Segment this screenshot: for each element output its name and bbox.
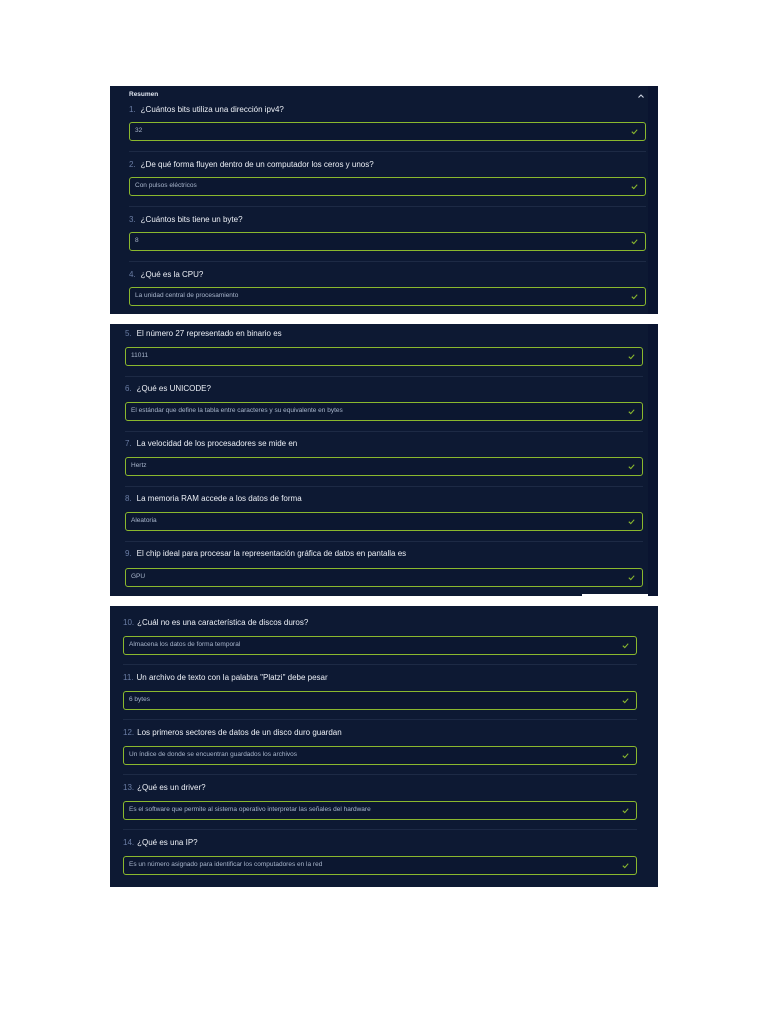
answer-field[interactable] [123,691,637,710]
summary-title: Resumen [129,91,159,98]
check-icon [630,237,639,246]
question-text: ¿Qué es una IP? [137,838,198,847]
answer-text: El estándar que define la tabla entre caracteres y su equivalente en bytes [131,407,343,414]
question-text: La memoria RAM accede a los datos de forma [136,494,302,503]
answer-field[interactable] [125,402,643,421]
check-icon [621,641,630,650]
answer-text: 32 [135,127,143,134]
divider [125,376,643,377]
divider [123,664,637,665]
question-text: ¿Qué es UNICODE? [136,384,211,393]
answer-field[interactable] [129,177,646,196]
answer-text: Un índice de donde se encuentran guardados los archivos [129,751,298,758]
answer-field[interactable] [123,856,637,875]
check-icon [621,806,630,815]
scroll-track [648,86,658,314]
question-text: ¿Cuál no es una característica de discos duros? [137,618,309,627]
answer-text: GPU [131,573,146,580]
check-icon [627,573,636,582]
check-icon [630,292,639,301]
answer-field[interactable] [125,512,643,531]
question-text: El número 27 representado en binario es [136,329,282,338]
answer-field[interactable] [125,568,643,587]
check-icon [621,751,630,760]
answer-field[interactable] [123,636,637,655]
answer-field[interactable] [129,232,646,251]
check-icon [621,696,630,705]
question-text: ¿Qué es la CPU? [140,270,204,279]
answer-field[interactable] [123,746,637,765]
question-number: 2. [129,160,136,169]
divider [125,541,643,542]
question-text: ¿Qué es un driver? [137,783,206,792]
question-text: ¿Cuántos bits tiene un byte? [140,215,243,224]
check-icon [627,517,636,526]
answer-field[interactable] [125,457,643,476]
question-number: 8. [125,494,132,503]
answer-text: 6 bytes [129,696,150,703]
check-icon [627,407,636,416]
question-number: 3. [129,215,136,224]
question-text: La velocidad de los procesadores se mide en [136,439,298,448]
divider [129,206,646,207]
answer-text: Hertz [131,462,147,469]
question-text: ¿De qué forma fluyen dentro de un computador los ceros y unos? [140,160,374,169]
answer-text: 11011 [131,352,149,359]
answer-text: Aleatoria [131,517,157,524]
check-icon [630,182,639,191]
answer-text: 8 [135,237,139,244]
question-text: El chip ideal para procesar la representación gráfica de datos en pantalla es [136,549,407,558]
question-number: 11. [123,673,134,682]
divider [125,431,643,432]
question-number: 14. [123,838,135,847]
quiz-summary-panel-1 [110,86,658,314]
divider [125,486,643,487]
question-number: 7. [125,439,132,448]
answer-field[interactable] [123,801,637,820]
check-icon [627,352,636,361]
answer-text: Con pulsos eléctricos [135,182,197,189]
divider [123,774,637,775]
question-number: 4. [129,270,136,279]
check-icon [621,861,630,870]
quiz-summary-panel-2 [110,324,658,596]
answer-field[interactable] [129,122,646,141]
check-icon [627,462,636,471]
answer-text: Es el software que permite al sistema operativo interpretar las señales del hardware [129,806,371,813]
question-number: 1. [129,105,136,114]
question-number: 13. [123,783,135,792]
question-number: 5. [125,329,132,338]
page-edge-divider [582,594,658,596]
question-text: Un archivo de texto con la palabra "Platzi" debe pesar [136,673,328,682]
question-number: 6. [125,384,132,393]
scroll-track [648,324,658,596]
chevron-up-icon[interactable] [636,91,646,101]
answer-text: La unidad central de procesamiento [135,292,239,299]
answer-field[interactable] [125,347,643,366]
check-icon [630,127,639,136]
divider [129,151,646,152]
quiz-summary-panel-3 [110,606,658,887]
divider [123,829,637,830]
answer-text: Almacena los datos de forma temporal [129,641,241,648]
answer-field[interactable] [129,287,646,306]
answer-text: Es un número asignado para identificar los computadores en la red [129,861,323,868]
question-number: 10. [123,618,135,627]
question-text: Los primeros sectores de datos de un disco duro guardan [137,728,342,737]
question-number: 9. [125,549,132,558]
divider [123,719,637,720]
question-number: 12. [123,728,135,737]
divider [129,261,646,262]
question-text: ¿Cuántos bits utiliza una dirección ipv4? [140,105,284,114]
summary-header[interactable] [129,90,646,102]
